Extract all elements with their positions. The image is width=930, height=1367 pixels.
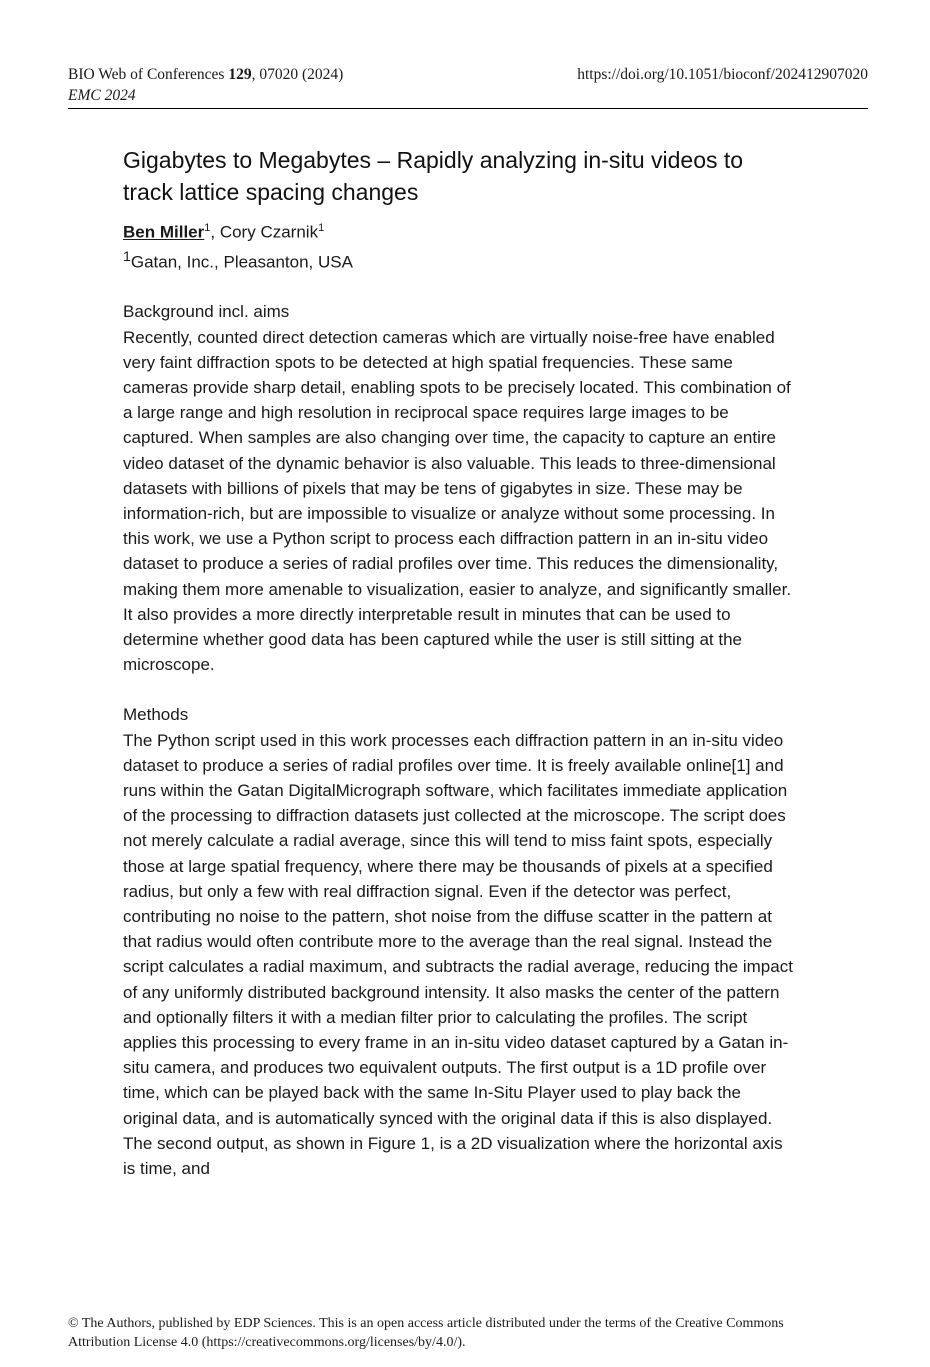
journal-article-number: , 07020 (2024) (251, 66, 344, 83)
header-rule (68, 108, 868, 109)
journal-volume: 129 (228, 66, 252, 83)
affiliation-mark: 1 (123, 248, 131, 265)
author-name-presenting: Ben Miller (123, 222, 205, 242)
author-separator: , (210, 222, 220, 242)
license-footer (68, 1314, 868, 1352)
affiliation-text: Gatan, Inc., Pleasanton, USA (130, 252, 353, 272)
author-affiliation-mark: 1 (318, 222, 325, 234)
section-heading-background: Background incl. aims (123, 302, 290, 322)
journal-name: BIO Web of Conferences (68, 66, 229, 83)
license-line-2: Attribution License 4.0 (https://creativecommons.org/licenses/by/4.0/). (68, 1335, 466, 1350)
paper-body (123, 144, 793, 1181)
section-heading-methods: Methods (123, 705, 189, 725)
author-list (123, 216, 793, 245)
journal-citation (68, 64, 343, 85)
doi-link[interactable]: https://doi.org/10.1051/bioconf/202412907020 (577, 66, 868, 83)
section-body-methods: The Python script used in this work processes each diffraction pattern in an in-situ video dataset to produce a series of radial profiles over time. It is freely available online[1] and runs within the Gatan DigitalMicrograph software, which facilitates immediate application of the processing to diffraction datasets just collected at the microscope. The script does not merely calculate a radial average, since this will tend to miss faint spots, especially those at large spatial frequency, where there may be thousands of pixels at a specified radius, but only a few with real diffraction signal. Even if the detector was perfect, contributing no noise to the pattern, shot noise from the diffuse scatter in the pattern at that radius would often contribute more to the average than the real signal. Instead the script calculates a radial maximum, and subtracts the radial average, reducing the impact of any uniformly distributed background intensity. It also masks the center of the pattern and optionally filters it with a median filter prior to calculating the profiles. The script applies this processing to every frame in an in-situ video dataset captured by a Gatan in-situ camera, and produces two equivalent outputs. The first output is a 1D profile over time, which can be played back with the same In-Situ Player used to play back the original data, and is automatically synced with the original data if this is also displayed. The second output, as shown in Figure 1, is a 2D visualization where the horizontal axis is time, and (123, 730, 793, 1179)
author-name: Cory Czarnik (219, 222, 319, 242)
license-line-1: © The Authors, published by EDP Sciences. This is an open access article distributed under the terms of the Creative Commons (68, 1316, 784, 1331)
paper-title: Gigabytes to Megabytes – Rapidly analyzing in-situ videos to track lattice spacing changes (123, 147, 744, 205)
section-body-background: Recently, counted direct detection cameras which are virtually noise-free have enabled very faint diffraction spots to be detected at high spatial frequencies. These same cameras provide sharp detail, enabling spots to be precisely located. This combination of a large range and high resolution in reciprocal space requires large images to be captured. When samples are also changing over time, the capacity to capture an entire video dataset of the dynamic behavior is also valuable. This leads to three-dimensional datasets with billions of pixels that may be tens of gigabytes in size. These may be information-rich, but are impossible to visualize or analyze without some processing. In this work, we use a Python script to process each diffraction pattern in an in-situ video dataset to produce a series of radial profiles over time. This reduces the dimensionality, making them more amenable to visualization, easier to analyze, and significantly smaller. It also provides a more directly interpretable result in minutes that can be used to determine whether good data has been captured while the user is still sitting at the microscope. (123, 327, 792, 675)
author-affiliation-mark: 1 (204, 222, 211, 234)
conference-name: EMC 2024 (68, 87, 136, 104)
affiliation (123, 245, 793, 275)
